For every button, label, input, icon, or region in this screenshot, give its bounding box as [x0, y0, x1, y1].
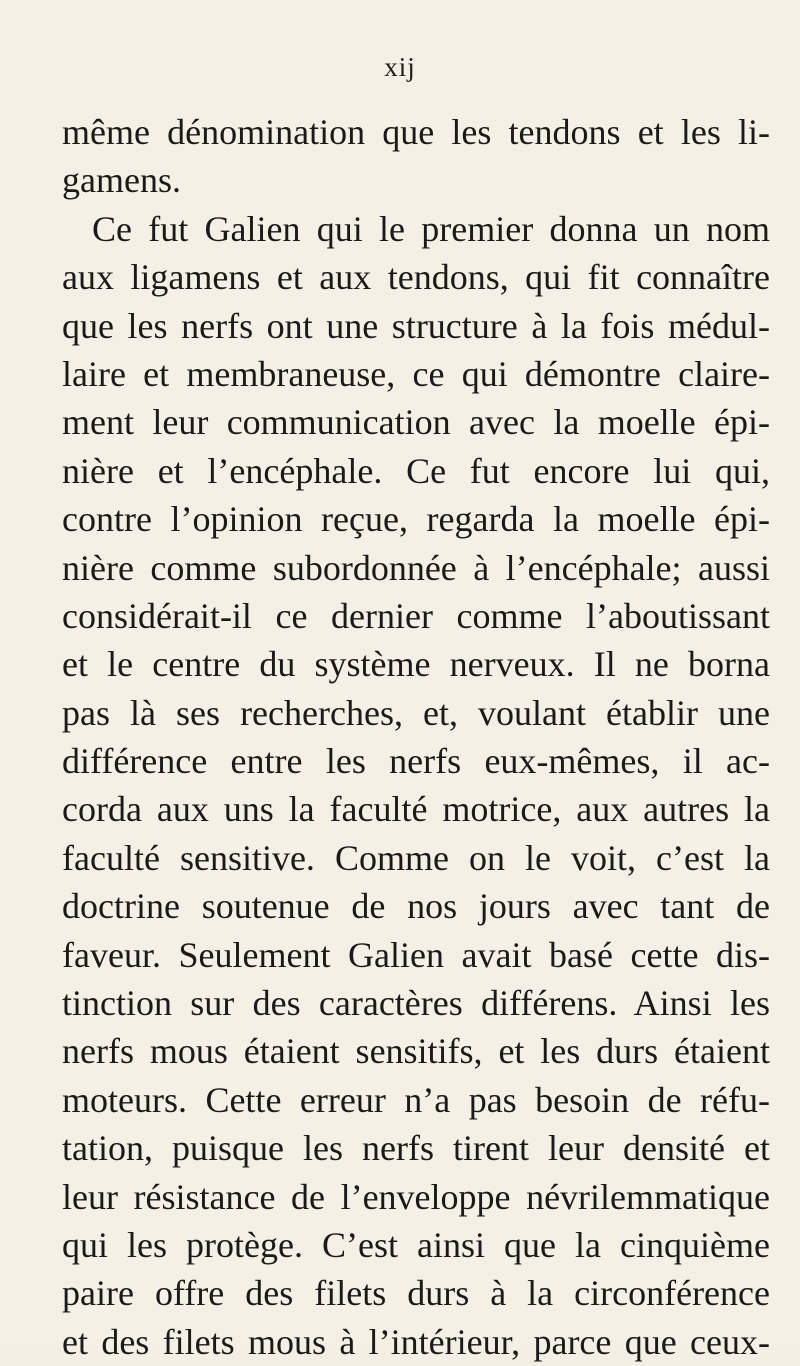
- text-line: contre l’opinion reçue, regarda la moelle épi-: [62, 499, 770, 540]
- text-line: paire offre des filets durs à la circonférence: [62, 1273, 770, 1314]
- text-line: même dénomination que les tendons et les li-: [62, 112, 770, 152]
- text-line: pas là ses recherches, et, voulant établir une: [62, 692, 770, 733]
- text-line: et le centre du système nerveux. Il ne borna: [62, 644, 770, 685]
- text-line: ment leur communication avec la moelle épi-: [62, 402, 770, 443]
- text-line: gamens.: [62, 160, 181, 201]
- text-line: leur résistance de l’enveloppe névrilemmatique: [62, 1176, 770, 1217]
- text-line: corda aux uns la faculté motrice, aux autres la: [62, 789, 770, 830]
- text-line: différence entre les nerfs eux-mêmes, il ac-: [62, 741, 770, 782]
- text-line: tation, puisque les nerfs tirent leur densité et: [62, 1128, 770, 1169]
- text-line: faculté sensitive. Comme on le voit, c’est la: [62, 837, 770, 878]
- text-line: que les nerfs ont une structure à la fois médul-: [62, 305, 770, 346]
- text-line: nière et l’encéphale. Ce fut encore lui qui,: [62, 450, 770, 491]
- text-line: tinction sur des caractères différens. Ainsi les: [62, 983, 770, 1024]
- text-line: Ce fut Galien qui le premier donna un nom: [92, 208, 770, 249]
- text-line: faveur. Seulement Galien avait basé cette dis-: [62, 934, 770, 975]
- text-line: laire et membraneuse, ce qui démontre claire-: [62, 353, 770, 394]
- text-line: nière comme subordonnée à l’encéphale; aussi: [62, 547, 770, 588]
- text-line: doctrine soutenue de nos jours avec tant de: [62, 886, 770, 927]
- text-line: nerfs mous étaient sensitifs, et les durs étaient: [62, 1031, 770, 1072]
- body-text: [62, 108, 770, 1366]
- text-line: qui les protège. C’est ainsi que la cinquième: [62, 1224, 770, 1265]
- text-line: considérait-il ce dernier comme l’aboutissant: [62, 595, 770, 636]
- text-line: et des filets mous à l’intérieur, parce que ceux-: [62, 1321, 770, 1362]
- text-line: aux ligamens et aux tendons, qui fit connaître: [62, 257, 770, 298]
- page-number: xij: [384, 52, 416, 82]
- text-line: moteurs. Cette erreur n’a pas besoin de réfu-: [62, 1079, 770, 1120]
